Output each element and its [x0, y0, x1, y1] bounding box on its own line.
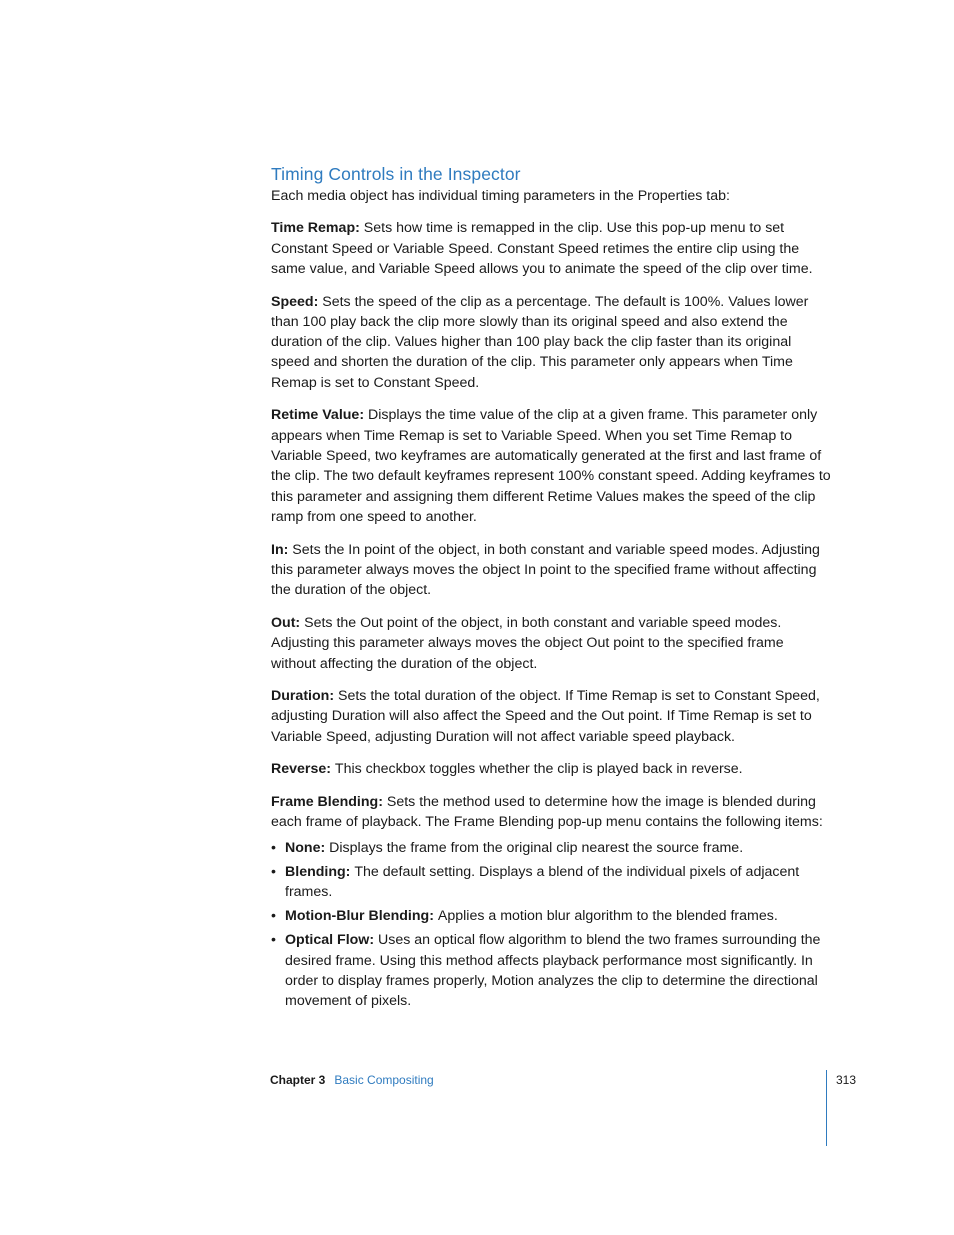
param-term: Out: — [271, 614, 301, 631]
section-intro: Each media object has individual timing parameters in the Properties tab: — [271, 188, 730, 204]
param-desc: Displays the time value of the clip at a given frame. This parameter only appears when Time Remap is set to Variable Speed. When you set Time Remap to Variable Speed, two keyframes are automatically generated at the first and last frame of the clip. The two default keyframes represent 100% constant speed. Adding keyframes to this parameter and assigning them different Retime Values makes the speed of the clip ramp from one speed to another. — [271, 407, 831, 525]
list-item-blending — [271, 862, 831, 903]
list-item-term: Optical Flow: — [285, 932, 375, 949]
param-desc: Sets the Out point of the object, in both constant and variable speed modes. Adjusting this parameter always moves the object Out point to the specified frame without affecting the duration of the object. — [271, 614, 784, 672]
page-number: 313 — [836, 1073, 857, 1087]
param-desc: Sets the total duration of the object. If Time Remap is set to Constant Speed, adjusting Duration will also affect the Speed and the Out point. If Time Remap is set to Variable Speed, adjusting Duration will not affect variable speed playback. — [271, 688, 820, 745]
list-item-desc: Applies a motion blur algorithm to the blended frames. — [437, 908, 778, 925]
param-desc: Sets the method used to determine how the image is blended during each frame of playback. The Frame Blending pop-up menu contains the following items: — [271, 794, 823, 831]
param-retime-value — [271, 405, 831, 527]
bullet-icon: • — [271, 840, 276, 857]
list-item-term: Motion-Blur Blending: — [285, 908, 434, 925]
footer-chapter-name: Basic Compositing — [334, 1073, 434, 1087]
param-in — [271, 540, 831, 601]
param-desc: Sets the speed of the clip as a percentage. The default is 100%. Values lower than 100 play back the clip more slowly than its original speed and also extend the duration of the clip. Values higher than 100 play back the clip faster than its original speed and shorten the duration of the clip. This parameter only appears when Time Remap is set to Constant Speed. — [271, 293, 809, 391]
bullet-icon: • — [271, 864, 276, 881]
footer-divider — [826, 1070, 827, 1146]
param-desc: Sets the In point of the object, in both constant and variable speed modes. Adjusting this parameter always moves the object In point to the specified frame without affecting the duration of the object. — [271, 541, 820, 599]
param-term: Retime Value: — [271, 407, 365, 424]
param-reverse — [271, 759, 831, 779]
param-term: Speed: — [271, 293, 319, 310]
bullet-icon: • — [271, 908, 276, 925]
footer-chapter — [270, 1072, 434, 1088]
page-content — [271, 162, 831, 1015]
param-desc: This checkbox toggles whether the clip is played back in reverse. — [334, 761, 743, 778]
list-item-term: None: — [285, 840, 326, 857]
param-term: Reverse: — [271, 761, 331, 778]
param-desc: Sets how time is remapped in the clip. Use this pop-up menu to set Constant Speed or Variable Speed. Constant Speed retimes the entire clip using the same value, and Variable Speed allows you to animate the speed of the clip over time. — [271, 220, 813, 277]
param-frame-blending — [271, 792, 831, 833]
frame-blending-options-list — [271, 838, 831, 1011]
list-item-term: Blending: — [285, 864, 351, 881]
list-item-desc: Uses an optical flow algorithm to blend the two frames surrounding the desired frame. Using this method affects playback performance most significantly. In order to display frames properly, Motion analyzes the clip to determine the directional movement of pixels. — [285, 932, 821, 1010]
bullet-icon: • — [271, 932, 276, 949]
section-title: Timing Controls in the Inspector — [271, 164, 521, 184]
param-term: Duration: — [271, 688, 335, 705]
list-item-desc: The default setting. Displays a blend of the individual pixels of adjacent frames. — [285, 864, 800, 901]
param-out — [271, 613, 831, 674]
param-term: Frame Blending: — [271, 794, 383, 811]
param-speed — [271, 292, 831, 393]
list-item-optical-flow — [271, 930, 831, 1011]
list-item-desc: Displays the frame from the original clip nearest the source frame. — [329, 840, 744, 857]
param-term: Time Remap: — [271, 220, 360, 237]
list-item-none — [271, 838, 831, 858]
param-time-remap — [271, 218, 831, 279]
param-duration — [271, 686, 831, 747]
list-item-motion-blur-blending — [271, 906, 831, 926]
param-term: In: — [271, 541, 289, 558]
footer-chapter-number: Chapter 3 — [270, 1073, 326, 1087]
